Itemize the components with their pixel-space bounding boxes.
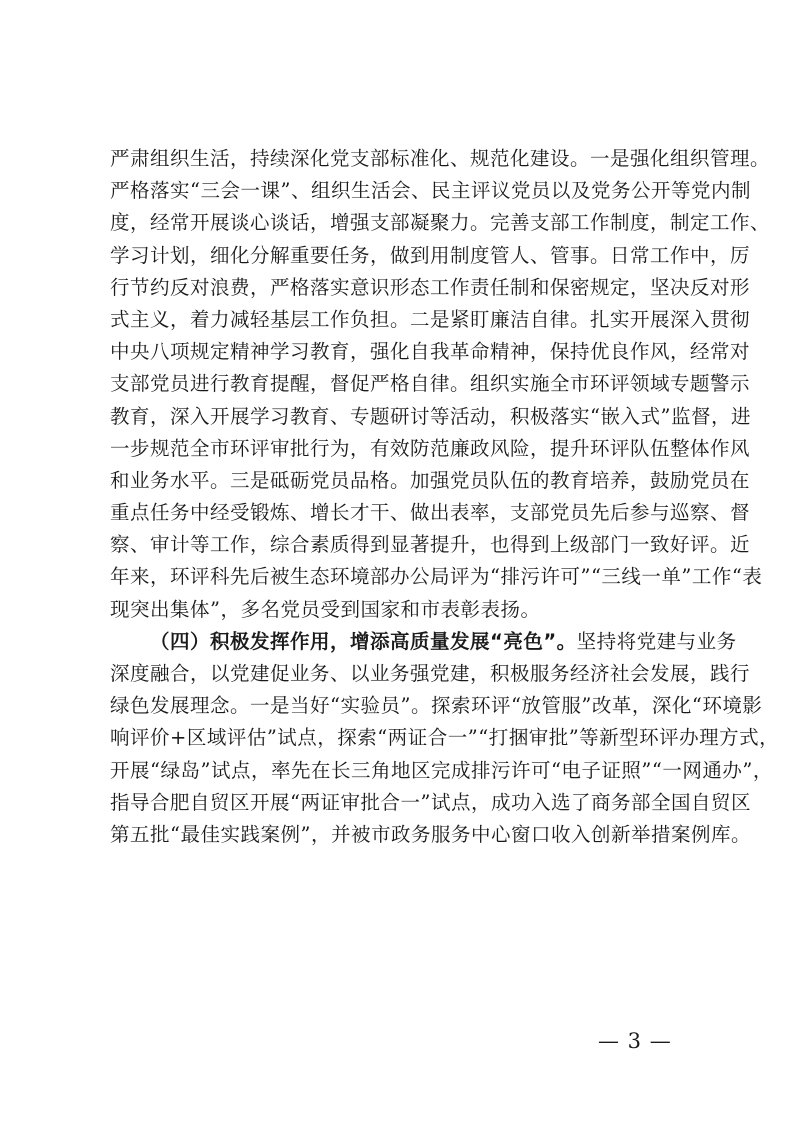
- text-line: 学习计划，细化分解重要任务，做到用制度管人、管事。日常工作中，厉: [110, 243, 751, 267]
- text-line: 式主义，着力减轻基层工作负担。二是紧盯廉洁自律。扎实开展深入贯彻: [110, 307, 751, 331]
- text-line: 开展“绿岛”试点，率先在长三角地区完成排污许可“电子证照”“一网通办”，: [110, 758, 773, 782]
- text-line: 严肃组织生活，持续深化党支部标准化、规范化建设。一是强化组织管理。: [110, 147, 771, 170]
- text-line: 现突出集体”，多名党员受到国家和市表彰表扬。: [110, 597, 541, 621]
- text-line: 和业务水平。三是砥砺党员品格。加强党员队伍的教育培养，鼓励党员在: [110, 468, 751, 492]
- paragraph-2: [110, 626, 780, 851]
- text-line: 察、审计等工作，综合素质得到显著提升，也得到上级部门一致好评。近: [110, 533, 751, 557]
- section-heading: （四）积极发挥作用，增添高质量发展“亮色”。: [150, 629, 577, 653]
- text-line: 响评价+区域评估”试点，探索“两证合一”“打捆审批”等新型环评办理方式，: [110, 726, 780, 750]
- text-line: 教育，深入开展学习教育、专题研讨等活动，积极落实“嵌入式”监督，进: [110, 404, 751, 428]
- text-line: 深度融合，以党建促业务、以业务强党建，积极服务经济社会发展，践行: [110, 662, 751, 685]
- text-line: 支部党员进行教育提醒，督促严格自律。组织实施全市环评领域专题警示: [110, 372, 751, 396]
- text-line: 年来，环评科先后被生态环境部办公局评为“排污许可”“三线一单”工作“表: [110, 565, 763, 589]
- text-line: 度，经常开展谈心谈话，增强支部凝聚力。完善支部工作制度，制定工作、: [110, 211, 771, 235]
- page-number: — 3 —: [598, 1029, 672, 1053]
- body-text: [110, 143, 780, 851]
- text-line: 严格落实“三会一课”、组织生活会、民主评议党员以及党务公开等党内制: [110, 179, 751, 203]
- text-line: 指导合肥自贸区开展“两证审批合一”试点，成功入选了商务部全国自贸区: [110, 790, 751, 814]
- text-line: 行节约反对浪费，严格落实意识形态工作责任制和保密规定，坚决反对形: [110, 275, 751, 299]
- text-line: 绿色发展理念。一是当好“实验员”。探索环评“放管服”改革，深化“环境影: [110, 694, 763, 718]
- text-line: 一步规范全市环评审批行为，有效防范廉政风险，提升环评队伍整体作风: [110, 436, 751, 460]
- paragraph-2-first-line: [110, 626, 737, 658]
- text-line: 第五批“最佳实践案例”，并被市政务服务中心窗口收入创新举措案例库。: [110, 822, 751, 846]
- text-line: 中央八项规定精神学习教育，强化自我革命精神，保持优良作风，经常对: [110, 340, 751, 364]
- heading-followup-text: 坚持将党建与业务: [576, 629, 737, 653]
- paragraph-1: [110, 143, 771, 626]
- text-line: 重点任务中经受锻炼、增长才干、做出表率，支部党员先后参与巡察、督: [110, 501, 751, 525]
